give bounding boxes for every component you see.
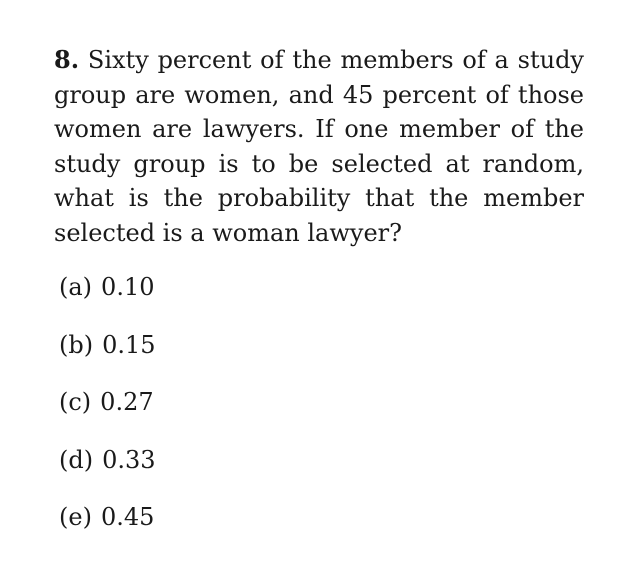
choice-c[interactable]: [59, 385, 156, 419]
choice-value: 0.45: [100, 503, 155, 531]
choice-value: 0.10: [101, 273, 155, 301]
question-block: [54, 43, 584, 250]
choice-d[interactable]: [59, 443, 156, 477]
choice-label: (e): [59, 503, 92, 531]
question-text: Sixty percent of the members of a study group are women, and 45 percent of those women are lawyers. If one member of the study group is to be selected at random, what is the probability that the member selected is a woman lawyer?: [54, 46, 584, 247]
choice-value: 0.15: [102, 330, 156, 359]
choice-label: (d): [59, 445, 94, 474]
choice-label: (c): [59, 388, 92, 416]
choice-value: 0.33: [102, 445, 156, 474]
choice-b[interactable]: [59, 328, 156, 362]
question-stem: [54, 43, 584, 250]
choice-label: (a): [59, 273, 93, 301]
choice-a[interactable]: [59, 270, 156, 304]
choice-e[interactable]: [59, 500, 156, 534]
choice-value: 0.27: [100, 388, 154, 416]
choice-label: (b): [59, 330, 94, 359]
question-number: 8.: [54, 45, 80, 74]
answer-choices: [59, 270, 156, 558]
